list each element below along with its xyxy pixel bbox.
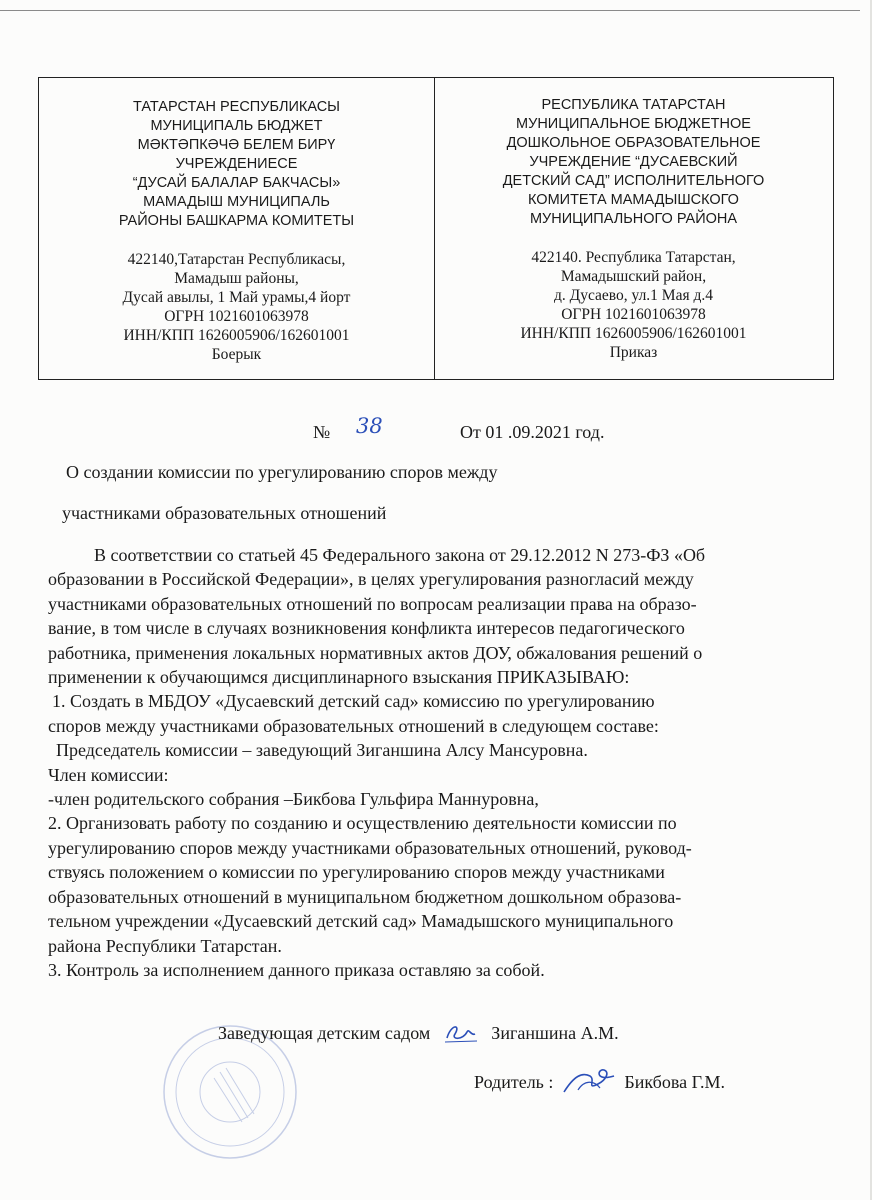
doc-type-russian: Приказ [609, 344, 658, 361]
body-line: урегулированию споров между участниками образовательных отношений, руковод- [48, 837, 692, 858]
body-line: тельном учреждении «Дусаевский детский сад» Мамадышского муниципального [48, 911, 674, 932]
org-line: МУНИЦИПАЛЬНОГО РАЙОНА [529, 211, 738, 227]
order-number-handwritten: 38 [356, 414, 383, 438]
head-signature-name: Зиганшина А.М. [491, 1022, 619, 1043]
body-line: работника, применения локальных нормативных актов ДОУ, обжалования решений о [48, 642, 703, 663]
parent-signature-icon [560, 1066, 620, 1098]
body-line: 2. Организовать работу по созданию и осуществлению деятельности комиссии по [48, 813, 677, 834]
scan-top-edge [0, 10, 860, 11]
org-line: РАЙОНЫ БАШКАРМА КОМИТЕТЫ [118, 213, 355, 229]
head-signature-line [218, 1020, 619, 1046]
doc-type-tatar: Боерык [211, 346, 262, 363]
org-line: ТАТАРСТАН РЕСПУБЛИКАСЫ [132, 99, 340, 115]
org-line: УЧРЕЖДЕНИЕСЕ [175, 156, 298, 172]
head-signature-label: Заведующая детским садом [218, 1022, 431, 1043]
body-line: ствуясь положением о комиссии по урегулированию споров между участниками [48, 862, 665, 883]
address-line: ИНН/КПП 1626005906/162601001 [123, 327, 350, 344]
address-line: д. Дусаево, ул.1 Мая д.4 [554, 287, 713, 304]
order-title-line-1: О создании комиссии по урегулированию споров между [66, 462, 498, 482]
address-line: 422140,Татарстан Республикасы, [127, 251, 346, 268]
body-line: вание, в том числе в случаях возникновения конфликта интересов педагогического [48, 618, 685, 639]
order-body [48, 543, 788, 982]
address-line: Дусай авылы, 1 Май урамы,4 йорт [122, 289, 351, 306]
order-number-label: № [313, 422, 331, 442]
address-line: ОГРН 1021601063978 [164, 308, 309, 325]
body-line: Член комиссии: [48, 764, 169, 785]
address-line: Мамадышский район, [560, 268, 707, 285]
address-line: ОГРН 1021601063978 [561, 306, 706, 323]
parent-signature-label: Родитель : [474, 1071, 554, 1092]
body-line: 3. Контроль за исполнением данного приказа оставляю за собой. [48, 959, 545, 980]
body-line: образовательных отношений в муниципальном бюджетном дошкольном образова- [48, 886, 682, 907]
letterhead-russian [435, 78, 832, 379]
org-line: УЧРЕЖДЕНИЕ “ДУСАЕВСКИЙ [529, 154, 738, 170]
body-line: района Республики Татарстан. [48, 935, 282, 956]
body-line: споров между участниками образовательных отношений в следующем составе: [48, 715, 659, 736]
body-line: 1. Создать в МБДОУ «Дусаевский детский сад» комиссию по урегулированию [52, 691, 655, 712]
parent-signature-name: Бикбова Г.М. [624, 1071, 725, 1092]
org-line: “ДУСАЙ БАЛАЛАР БАКЧАСЫ» [132, 175, 341, 191]
address-line: ИНН/КПП 1626005906/162601001 [520, 325, 747, 342]
org-line: МУНИЦИПАЛЬ БЮДЖЕТ [150, 118, 323, 134]
body-line: участниками образовательных отношений по вопросам реализации права на образо- [48, 593, 697, 614]
letterhead-tatar [39, 78, 435, 379]
address-line: 422140. Республика Татарстан, [531, 249, 736, 266]
parent-signature-line [474, 1066, 725, 1098]
address-line: Мамадыш районы, [174, 270, 299, 287]
org-name-russian [435, 96, 832, 229]
address-tatar [39, 250, 434, 364]
body-line: образовании в Российской Федерации», в целях урегулирования разногласий между [48, 569, 694, 590]
body-line: -член родительского собрания –Бикбова Гульфира Маннуровна, [48, 789, 539, 810]
org-line: КОМИТЕТА МАМАДЫШСКОГО [528, 192, 739, 208]
org-name-tatar [39, 98, 434, 231]
org-line: МАМАДЫШ МУНИЦИПАЛЬ [143, 194, 330, 210]
org-line: МӘКТӘПКӘЧӘ БЕЛЕМ БИРҮ [137, 137, 336, 153]
address-russian [435, 248, 832, 362]
head-signature-icon [441, 1020, 481, 1046]
org-line: МУНИЦИПАЛЬНОЕ БЮДЖЕТНОЕ [516, 116, 751, 132]
org-line: ДЕТСКИЙ САД” ИСПОЛНИТЕЛЬНОГО [502, 173, 765, 189]
order-date: От 01 .09.2021 год. [460, 422, 605, 442]
body-line: Председатель комиссии – заведующий Зиганшина Алсу Мансуровна. [56, 740, 588, 761]
letterhead-table [38, 77, 834, 380]
body-line: применении к обучающимся дисциплинарного взыскания ПРИКАЗЫВАЮ: [48, 667, 630, 688]
body-line: В соответствии со статьей 45 Федерального закона от 29.12.2012 N 273-ФЗ «Об [94, 545, 706, 565]
org-line: ДОШКОЛЬНОЕ ОБРАЗОВАТЕЛЬНОЕ [506, 135, 761, 151]
order-number-line [0, 414, 872, 450]
org-line: РЕСПУБЛИКА ТАТАРСТАН [541, 97, 726, 113]
order-title-line-2: участниками образовательных отношений [62, 503, 387, 523]
